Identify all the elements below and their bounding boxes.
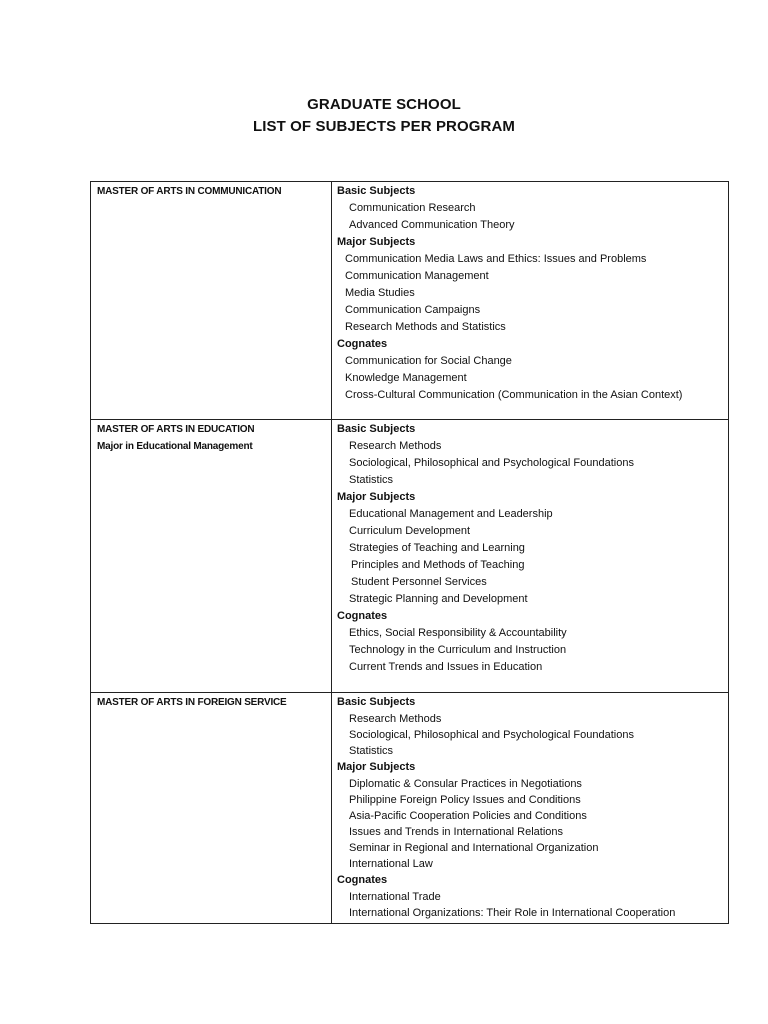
table-row — [91, 182, 729, 420]
subject-item: Strategic Planning and Development — [349, 593, 528, 605]
subject-item: Current Trends and Issues in Education — [349, 661, 543, 673]
cognates-heading: Cognates — [337, 610, 388, 622]
basic-subjects-heading: Basic Subjects — [337, 185, 416, 197]
subject-item: Diplomatic & Consular Practices in Negotiations — [349, 778, 582, 790]
subject-item: Philippine Foreign Policy Issues and Conditions — [349, 794, 581, 806]
subject-item: Strategies of Teaching and Learning — [349, 542, 525, 554]
subject-item: Cross-Cultural Communication (Communication in the Asian Context) — [345, 389, 683, 401]
subject-item: Research Methods and Statistics — [345, 321, 506, 333]
subject-item: Seminar in Regional and International Organization — [349, 842, 599, 854]
subject-item: Technology in the Curriculum and Instruction — [349, 644, 567, 656]
subject-item: Educational Management and Leadership — [349, 508, 553, 520]
subjects-cell — [332, 420, 729, 693]
major-subjects-heading: Major Subjects — [337, 761, 416, 773]
program-cell — [91, 182, 332, 420]
subject-item: Knowledge Management — [345, 372, 467, 384]
subject-item: International Law — [349, 858, 433, 870]
major-subjects-heading: Major Subjects — [337, 491, 416, 503]
subject-item: Research Methods — [349, 713, 442, 725]
subject-item: Communication Campaigns — [345, 304, 481, 316]
subject-item: Communication Management — [345, 270, 489, 282]
title-line-1: GRADUATE SCHOOL — [307, 96, 461, 113]
subject-item: Statistics — [349, 474, 394, 486]
subject-item: Sociological, Philosophical and Psychological Foundations — [349, 729, 634, 741]
major-subjects-heading: Major Subjects — [337, 236, 416, 248]
basic-subjects-heading: Basic Subjects — [337, 696, 416, 708]
title-line-2: LIST OF SUBJECTS PER PROGRAM — [253, 118, 515, 135]
subject-item: Sociological, Philosophical and Psychological Foundations — [349, 457, 634, 469]
program-name: MASTER OF ARTS IN COMMUNICATION — [97, 186, 282, 197]
subject-item: Curriculum Development — [349, 525, 471, 537]
subject-item: Issues and Trends in International Relations — [349, 826, 564, 838]
subjects-cell — [332, 182, 729, 420]
program-major: Major in Educational Management — [97, 441, 253, 452]
subject-item: Research Methods — [349, 440, 442, 452]
subject-item: Advanced Communication Theory — [349, 219, 515, 231]
programs-table — [90, 181, 729, 924]
subject-item: Asia-Pacific Cooperation Policies and Conditions — [349, 810, 587, 822]
subject-item: Communication Media Laws and Ethics: Issues and Problems — [345, 253, 647, 265]
subject-item: Principles and Methods of Teaching — [351, 559, 525, 571]
subjects-cell — [332, 693, 729, 924]
program-cell — [91, 420, 332, 693]
program-name: MASTER OF ARTS IN EDUCATION — [97, 424, 255, 435]
document-title — [0, 94, 768, 138]
program-name: MASTER OF ARTS IN FOREIGN SERVICE — [97, 697, 287, 708]
basic-subjects-heading: Basic Subjects — [337, 423, 416, 435]
subject-item: International Organizations: Their Role in International Cooperation — [349, 907, 676, 919]
table-row — [91, 420, 729, 693]
subject-item: Ethics, Social Responsibility & Accountability — [349, 627, 567, 639]
subject-item: Communication for Social Change — [345, 355, 512, 367]
cognates-heading: Cognates — [337, 338, 388, 350]
subject-item: Media Studies — [345, 287, 415, 299]
program-cell — [91, 693, 332, 924]
subject-item: International Trade — [349, 891, 441, 903]
subject-item: Statistics — [349, 745, 394, 757]
table-row — [91, 693, 729, 924]
cognates-heading: Cognates — [337, 874, 388, 886]
subject-item: Student Personnel Services — [351, 576, 487, 588]
subject-item: Communication Research — [349, 202, 476, 214]
